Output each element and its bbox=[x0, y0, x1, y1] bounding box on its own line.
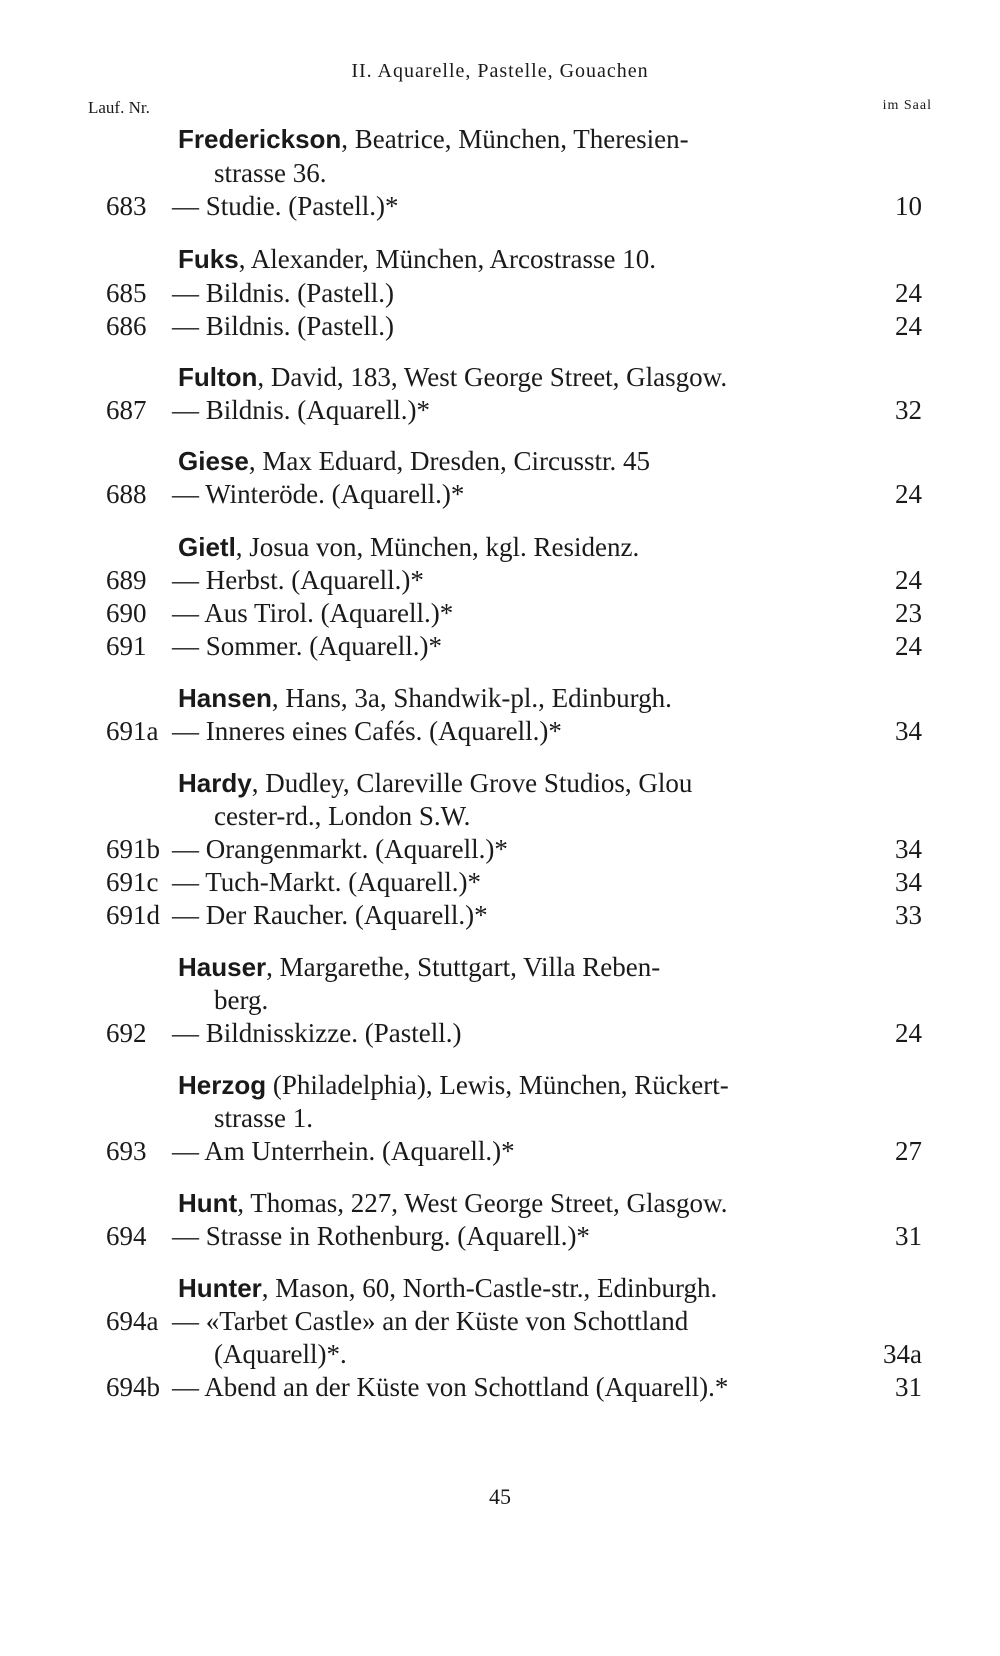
title-continuation: (Aquarell)*. bbox=[214, 1339, 347, 1369]
artist-address: , Max Eduard, Dresden, Circusstr. 45 bbox=[248, 446, 651, 476]
column-header-room: im Saal bbox=[882, 98, 932, 113]
artist-address: , Beatrice, München, Theresien- bbox=[341, 124, 689, 154]
work-title: — Tuch-Markt. (Aquarell.)* bbox=[172, 867, 481, 897]
artist-address: , Thomas, 227, West George Street, Glasgow. bbox=[237, 1188, 728, 1218]
work-title: — Bildnis. (Pastell.) bbox=[172, 278, 394, 308]
address-continuation: cester-rd., London S.W. bbox=[214, 801, 471, 831]
artist-name: Fulton bbox=[178, 362, 258, 392]
artist-name: Herzog bbox=[178, 1070, 267, 1100]
artist-name: Hauser bbox=[178, 952, 267, 982]
artist-address: , Margarethe, Stuttgart, Villa Reben- bbox=[266, 952, 661, 982]
work-title: — Orangenmarkt. (Aquarell.)* bbox=[172, 834, 508, 864]
work-number: 693 bbox=[106, 1136, 147, 1166]
artist-line bbox=[178, 766, 692, 800]
artist-address: , David, 183, West George Street, Glasgow. bbox=[257, 362, 728, 392]
artist-name: Frederickson bbox=[178, 124, 342, 154]
work-room: 34 bbox=[895, 834, 922, 864]
work-title: — Bildnisskizze. (Pastell.) bbox=[172, 1018, 462, 1048]
artist-line bbox=[178, 1068, 729, 1102]
work-room: 10 bbox=[895, 191, 922, 221]
work-number: 694a bbox=[106, 1306, 159, 1336]
work-title: — Bildnis. (Pastell.) bbox=[172, 311, 394, 341]
work-room: 24 bbox=[895, 311, 922, 341]
artist-line bbox=[178, 1271, 717, 1305]
artist-name: Hunt bbox=[178, 1188, 238, 1218]
work-room: 31 bbox=[895, 1372, 922, 1402]
artist-address: , Hans, 3a, Shandwik-pl., Edinburgh. bbox=[271, 683, 672, 713]
artist-line bbox=[178, 681, 672, 715]
work-room: 34 bbox=[895, 716, 922, 746]
work-number: 694 bbox=[106, 1221, 147, 1251]
artist-name: Fuks bbox=[178, 244, 239, 274]
work-room: 24 bbox=[895, 479, 922, 509]
work-title: — Sommer. (Aquarell.)* bbox=[172, 631, 442, 661]
artist-address: , Alexander, München, Arcostrasse 10. bbox=[238, 244, 657, 274]
work-title: — Aus Tirol. (Aquarell.)* bbox=[172, 598, 454, 628]
artist-line bbox=[178, 360, 727, 394]
work-room: 24 bbox=[895, 1018, 922, 1048]
column-header-number: Lauf. Nr. bbox=[88, 98, 150, 117]
work-room: 31 bbox=[895, 1221, 922, 1251]
work-title: — Studie. (Pastell.)* bbox=[172, 191, 399, 221]
address-continuation: berg. bbox=[214, 985, 269, 1015]
work-room: 24 bbox=[895, 631, 922, 661]
artist-name: Hunter bbox=[178, 1273, 262, 1303]
work-room: 32 bbox=[895, 395, 922, 425]
work-room: 27 bbox=[895, 1136, 922, 1166]
work-title: — Der Raucher. (Aquarell.)* bbox=[172, 900, 488, 930]
work-room: 24 bbox=[895, 565, 922, 595]
work-number: 686 bbox=[106, 311, 147, 341]
artist-line bbox=[178, 444, 650, 478]
work-room: 33 bbox=[895, 900, 922, 930]
work-number: 692 bbox=[106, 1018, 147, 1048]
work-room: 23 bbox=[895, 598, 922, 628]
artist-line bbox=[178, 122, 689, 156]
work-room: 34a bbox=[883, 1339, 922, 1369]
work-number: 691c bbox=[106, 867, 159, 897]
work-number: 687 bbox=[106, 395, 147, 425]
artist-line bbox=[178, 950, 660, 984]
artist-address: , Mason, 60, North-Castle-str., Edinburgh. bbox=[261, 1273, 718, 1303]
work-room: 34 bbox=[895, 867, 922, 897]
artist-address: (Philadelphia), Lewis, München, Rückert- bbox=[266, 1070, 729, 1100]
artist-address: , Dudley, Clareville Grove Studios, Glou bbox=[251, 768, 693, 798]
address-continuation: strasse 1. bbox=[214, 1103, 313, 1133]
work-number: 691a bbox=[106, 716, 159, 746]
work-number: 689 bbox=[106, 565, 147, 595]
work-title: — Abend an der Küste von Schottland (Aquarell).* bbox=[172, 1372, 729, 1402]
work-room: 24 bbox=[895, 278, 922, 308]
work-number: 690 bbox=[106, 598, 147, 628]
work-title: — Am Unterrhein. (Aquarell.)* bbox=[172, 1136, 515, 1166]
work-title: — Inneres eines Cafés. (Aquarell.)* bbox=[172, 716, 562, 746]
page-number: 45 bbox=[489, 1484, 511, 1509]
work-number: 691 bbox=[106, 631, 147, 661]
address-continuation: strasse 36. bbox=[214, 158, 327, 188]
work-title: — «Tarbet Castle» an der Küste von Schottland bbox=[172, 1306, 689, 1336]
artist-line bbox=[178, 1186, 727, 1220]
work-number: 683 bbox=[106, 191, 147, 221]
work-title: — Herbst. (Aquarell.)* bbox=[172, 565, 424, 595]
artist-name: Giese bbox=[178, 446, 249, 476]
artist-name: Hansen bbox=[178, 683, 272, 713]
work-number: 694b bbox=[106, 1372, 160, 1402]
work-number: 685 bbox=[106, 278, 147, 308]
artist-line bbox=[178, 242, 656, 276]
work-number: 691d bbox=[106, 900, 160, 930]
artist-line bbox=[178, 530, 639, 564]
running-head: II. Aquarelle, Pastelle, Gouachen bbox=[351, 60, 649, 82]
artist-address: , Josua von, München, kgl. Residenz. bbox=[235, 532, 640, 562]
artist-name: Hardy bbox=[178, 768, 252, 798]
work-title: — Winteröde. (Aquarell.)* bbox=[172, 479, 465, 509]
artist-name: Gietl bbox=[178, 532, 236, 562]
work-number: 688 bbox=[106, 479, 147, 509]
work-title: — Bildnis. (Aquarell.)* bbox=[172, 395, 430, 425]
work-number: 691b bbox=[106, 834, 160, 864]
work-title: — Strasse in Rothenburg. (Aquarell.)* bbox=[172, 1221, 590, 1251]
